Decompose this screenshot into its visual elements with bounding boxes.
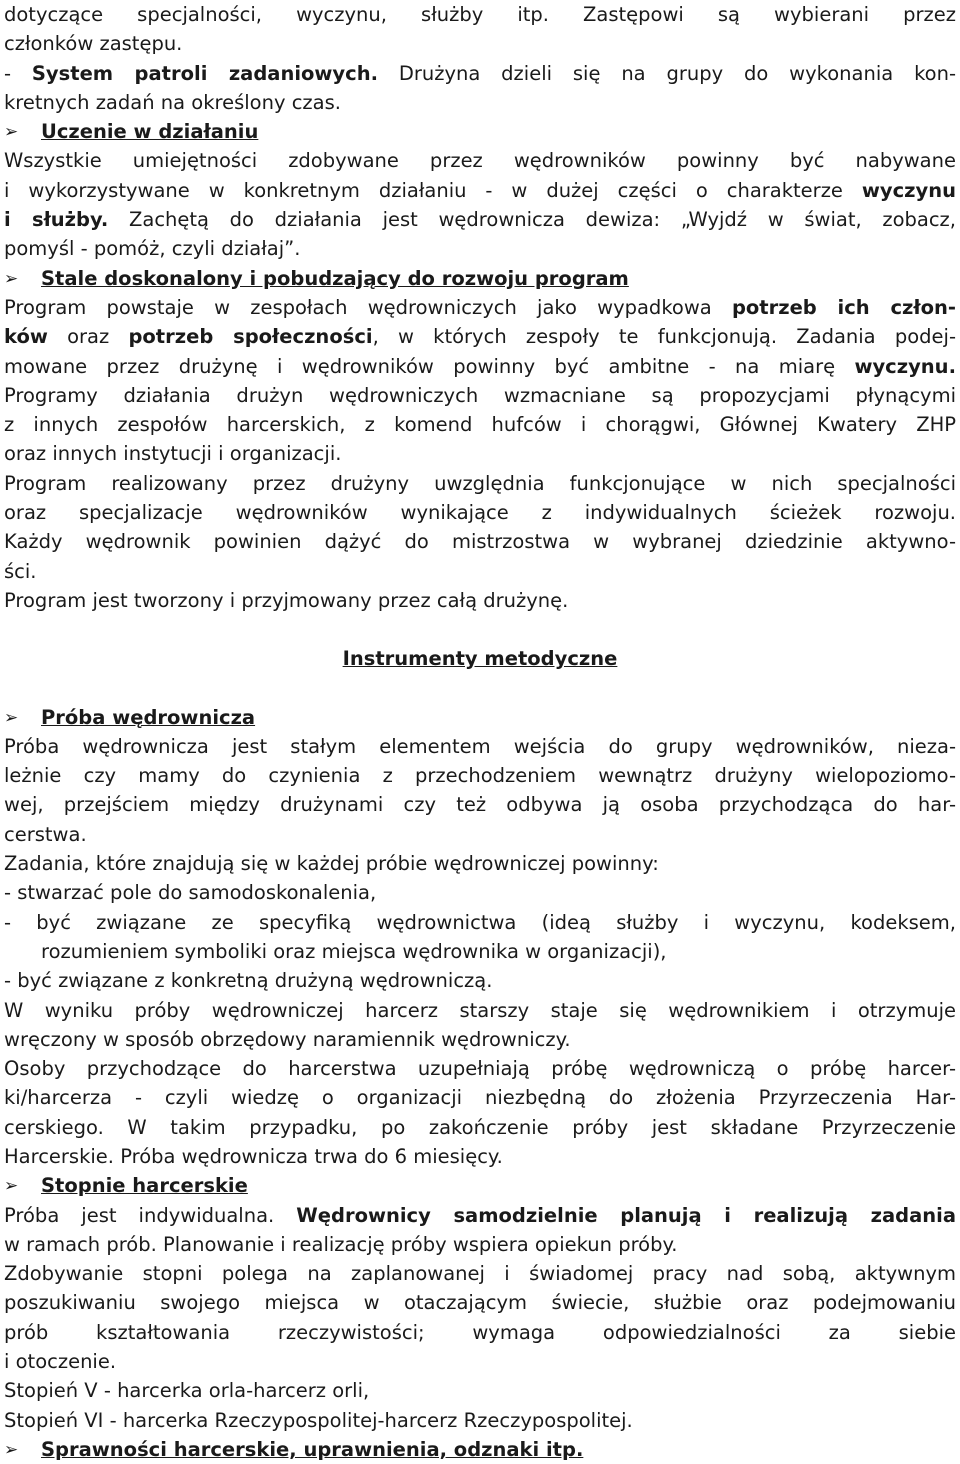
section-title: Instrumenty metodyczne	[342, 647, 618, 671]
section-heading-proba: ➢ Próba wędrownicza	[4, 703, 956, 732]
paragraph-line: wręczony w sposób obrzędowy naramiennik wędrowniczy.	[4, 1027, 571, 1051]
list-item: - stwarzać pole do samodoskonalenia,	[4, 881, 377, 905]
list-item: - być związane z konkretną drużyną wędrowniczą.	[4, 969, 493, 993]
paragraph-line: Próba jest indywidualna. Wędrownicy samodzielnie planują i realizują zadania	[4, 1203, 956, 1227]
section-heading-stopnie: ➢ Stopnie harcerskie	[4, 1171, 956, 1200]
paragraph-line: wej, przejściem między drużynami czy też odbywa ją osoba przychodząca do har-	[4, 793, 956, 817]
paragraph-line: oraz specjalizacje wędrowników wynikające z indywidualnych ścieżek rozwoju.	[4, 501, 956, 525]
section-heading-program: ➢ Stale doskonalony i pobudzający do rozwoju program	[4, 264, 956, 293]
section-heading-uczenie: ➢ Uczenie w działaniu	[4, 117, 956, 146]
paragraph-line: poszukiwaniu swojego miejsca w otaczającym świecie, służbie oraz podejmowaniu	[4, 1291, 956, 1315]
paragraph-line: i służby. Zachętą do działania jest wędrownicza dewiza: „Wyjdź w świat, zobacz,	[4, 208, 956, 232]
paragraph-line: Zdobywanie stopni polega na zaplanowanej i świadomej pracy nad sobą, aktywnym	[4, 1262, 956, 1286]
paragraph-line: Harcerskie. Próba wędrownicza trwa do 6 miesięcy.	[4, 1144, 503, 1168]
paragraph-line: Wszystkie umiejętności zdobywane przez wędrowników powinny być nabywane	[4, 149, 956, 173]
bold-term: System patroli zadaniowych.	[31, 61, 378, 85]
paragraph-line: Próba wędrownicza jest stałym elementem wejścia do grupy wędrowników, nieza-	[4, 734, 956, 758]
paragraph-line: leżnie czy mamy do czynienia z przechodzeniem wewnątrz drużyny wielopoziomo-	[4, 764, 956, 788]
paragraph-line: Program realizowany przez drużyny uwzględnia funkcjonujące w nich specjalności	[4, 471, 956, 495]
paragraph-line: cerskiego. W takim przypadku, po zakończenie próby jest składane Przyrzeczenie	[4, 1115, 956, 1139]
paragraph-line: oraz innych instytucji i organizacji.	[4, 442, 342, 466]
paragraph-line: członków zastępu.	[4, 32, 183, 56]
arrow-bullet-icon: ➢	[4, 707, 19, 728]
arrow-bullet-icon: ➢	[4, 1176, 19, 1197]
spacer	[4, 615, 956, 644]
list-item-continuation: rozumieniem symboliki oraz miejsca wędrownika w organizacji),	[41, 939, 667, 963]
list-item: - być związane ze specyfiką wędrownictwa (ideą służby i wyczynu, kodeksem,	[4, 910, 956, 934]
paragraph-line: cerstwa.	[4, 822, 87, 846]
paragraph-line: i otoczenie.	[4, 1350, 117, 1374]
paragraph-line: dotyczące specjalności, wyczynu, służby itp. Zastępowi są wybierani przez	[4, 3, 956, 26]
arrow-bullet-icon: ➢	[4, 1439, 19, 1460]
paragraph-line: Osoby przychodzące do harcerstwa uzupełniają próbę wędrowniczą o próbę harcer-	[4, 1057, 956, 1081]
paragraph-line: kretnych zadań na określony czas.	[4, 90, 341, 114]
paragraph-line: ków oraz potrzeb społeczności, w których zespoły te funkcjonują. Zadania podej-	[4, 325, 956, 349]
paragraph-line: Każdy wędrownik powinien dążyć do mistrzostwa w wybranej dziedzinie aktywno-	[4, 530, 956, 554]
spacer	[4, 674, 956, 703]
paragraph-line: Program jest tworzony i przyjmowany przez całą drużynę.	[4, 588, 569, 612]
paragraph-line: ści.	[4, 559, 37, 583]
paragraph-line: pomyśl - pomóż, czyli działaj”.	[4, 237, 301, 261]
arrow-bullet-icon: ➢	[4, 268, 19, 289]
paragraph-line: Stopień VI - harcerka Rzeczypospolitej-harcerz Rzeczypospolitej.	[4, 1408, 633, 1432]
paragraph-line: Zadania, które znajdują się w każdej próbie wędrowniczej powinny:	[4, 852, 659, 876]
paragraph-line: w ramach prób. Planowanie i realizację próby wspiera opiekun próby.	[4, 1232, 678, 1256]
paragraph-line: W wyniku próby wędrowniczej harcerz starszy staje się wędrownikiem i otrzymuje	[4, 998, 956, 1022]
paragraph-line: ki/harcerza - czyli wiedzę o organizacji niezbędną do złożenia Przyrzeczenia Har-	[4, 1086, 956, 1110]
paragraph-line: mowane przez drużynę i wędrowników powinny być ambitne - na miarę wyczynu.	[4, 354, 956, 378]
paragraph-line: prób kształtowania rzeczywistości; wymaga odpowiedzialności za siebie	[4, 1320, 956, 1344]
section-heading-sprawnosci: ➢ Sprawności harcerskie, uprawnienia, odznaki itp.	[4, 1435, 956, 1464]
paragraph-line: i wykorzystywane w konkretnym działaniu - w dużej części o charakterze wyczynu	[4, 178, 956, 202]
paragraph-line: z innych zespołów harcerskich, z komend hufców i chorągwi, Głównej Kwatery ZHP	[4, 413, 956, 437]
paragraph-line: - System patroli zadaniowych. Drużyna dzieli się na grupy do wykonania kon-	[4, 61, 956, 85]
paragraph-line: Programy działania drużyn wędrowniczych wzmacniane są propozycjami płynącymi	[4, 383, 956, 407]
arrow-bullet-icon: ➢	[4, 122, 19, 143]
paragraph-line: Stopień V - harcerka orla-harcerz orli,	[4, 1379, 370, 1403]
paragraph-line: Program powstaje w zespołach wędrowniczych jako wypadkowa potrzeb ich człon-	[4, 295, 956, 319]
